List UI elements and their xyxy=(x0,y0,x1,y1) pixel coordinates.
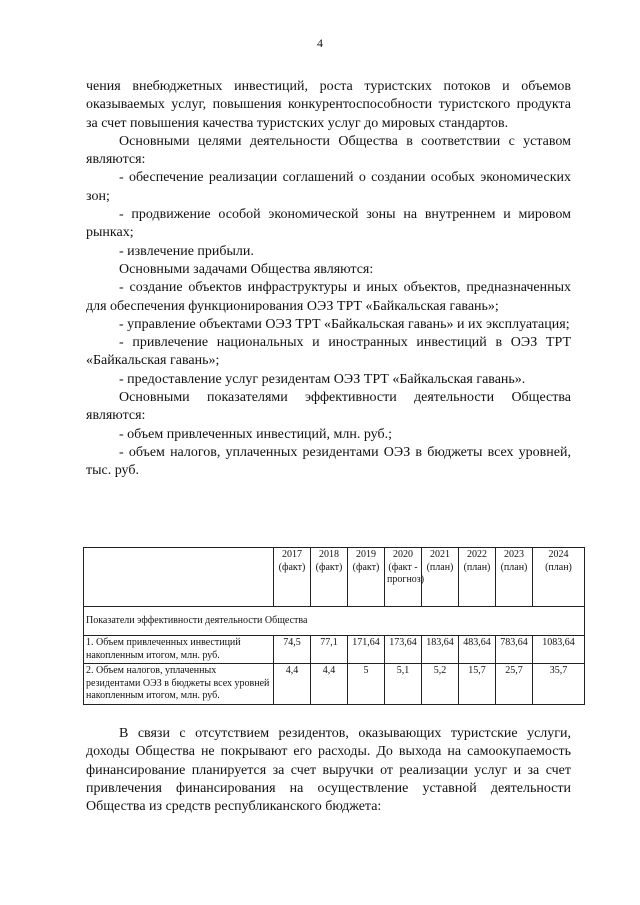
table-cell: 25,7 xyxy=(496,664,533,705)
table-cell: 4,4 xyxy=(274,664,311,705)
list-item: - обеспечение реализации соглашений о создании особых экономических зон; xyxy=(86,170,571,204)
table-row xyxy=(84,636,585,664)
paragraph: Основными целями деятельности Общества в соответствии с уставом являются: xyxy=(86,133,571,168)
closing-text xyxy=(86,725,571,816)
table-header-cell: 2020 (факт - прогноз) xyxy=(385,548,422,607)
table-cell: 183,64 xyxy=(422,636,459,664)
table-row xyxy=(84,664,585,705)
table-cell: 77,1 xyxy=(311,636,348,664)
list-item: - извлечение прибыли. xyxy=(119,243,254,259)
table-cell: 1083,64 xyxy=(533,636,585,664)
table-header-cell xyxy=(84,548,274,607)
table-header-cell: 2021 (план) xyxy=(422,548,459,607)
table-cell: 173,64 xyxy=(385,636,422,664)
table-header-cell: 2022 (план) xyxy=(459,548,496,607)
indicators-table xyxy=(83,547,585,705)
table-row-label: 1. Объем привлеченных инвестиций накопленным итогом, млн. руб. xyxy=(84,636,274,664)
list-item: - продвижение особой экономической зоны на внутреннем и мировом рынках; xyxy=(86,207,571,241)
table-header-cell: 2017 (факт) xyxy=(274,548,311,607)
table-header-cell: 2018 (факт) xyxy=(311,548,348,607)
table-cell: 783,64 xyxy=(496,636,533,664)
list-item: - объем налогов, уплаченных резидентами ОЭЗ в бюджеты всех уровней, тыс. руб. xyxy=(86,444,571,479)
table-cell: 5,1 xyxy=(385,664,422,705)
table-cell: 74,5 xyxy=(274,636,311,664)
table-cell: 4,4 xyxy=(311,664,348,705)
table-section-row xyxy=(84,607,585,636)
body-text xyxy=(86,78,571,481)
table-cell: 5 xyxy=(348,664,385,705)
table-cell: 35,7 xyxy=(533,664,585,705)
list-item: - объем привлеченных инвестиций, млн. руб.; xyxy=(119,426,393,442)
table-header-cell: 2023 (план) xyxy=(496,548,533,607)
list-item: - предоставление услуг резидентам ОЭЗ ТРТ «Байкальская гавань». xyxy=(119,371,526,387)
paragraph: Основными показателями эффективности деятельности Общества являются: xyxy=(86,390,571,424)
table-section-title: Показатели эффективности деятельности Общества xyxy=(84,607,585,636)
table-cell: 483,64 xyxy=(459,636,496,664)
paragraph: чения внебюджетных инвестиций, роста туристских потоков и объемов оказываемых услуг, повышения конкурентоспособности туристского продукта за счет повышения качества туристских услуг до мировых стандартов. xyxy=(86,79,571,131)
table-cell: 15,7 xyxy=(459,664,496,705)
table-header-cell: 2024 (план) xyxy=(533,548,585,607)
list-item: - управление объектами ОЭЗ ТРТ «Байкальская гавань» и их эксплуатация; xyxy=(119,316,570,332)
table-row-label: 2. Объем налогов, уплаченных резидентами ОЭЗ в бюджеты всех уровней накопленным итогом, млн. руб. xyxy=(84,664,274,705)
list-item: - привлечение национальных и иностранных инвестиций в ОЭЗ ТРТ «Байкальская гавань»; xyxy=(86,335,571,369)
list-item: - создание объектов инфраструктуры и иных объектов, предназначенных для обеспечения функционирования ОЭЗ ТРТ «Байкальская гавань»; xyxy=(86,280,571,314)
table-header-row xyxy=(84,548,585,607)
paragraph: Основными задачами Общества являются: xyxy=(119,261,374,277)
table-cell: 5,2 xyxy=(422,664,459,705)
table-cell: 171,64 xyxy=(348,636,385,664)
page-number: 4 xyxy=(317,36,323,50)
table-header-cell: 2019 (факт) xyxy=(348,548,385,607)
paragraph: В связи с отсутствием резидентов, оказывающих туристские услуги, доходы Общества не покрывают его расходы. До выхода на самоокупаемость финансирование планируется за счет выручки от реализации услуг и за счет привлечения финансирования на осуществление уставной деятельности Общества из средств республиканского бюджета: xyxy=(86,726,571,815)
